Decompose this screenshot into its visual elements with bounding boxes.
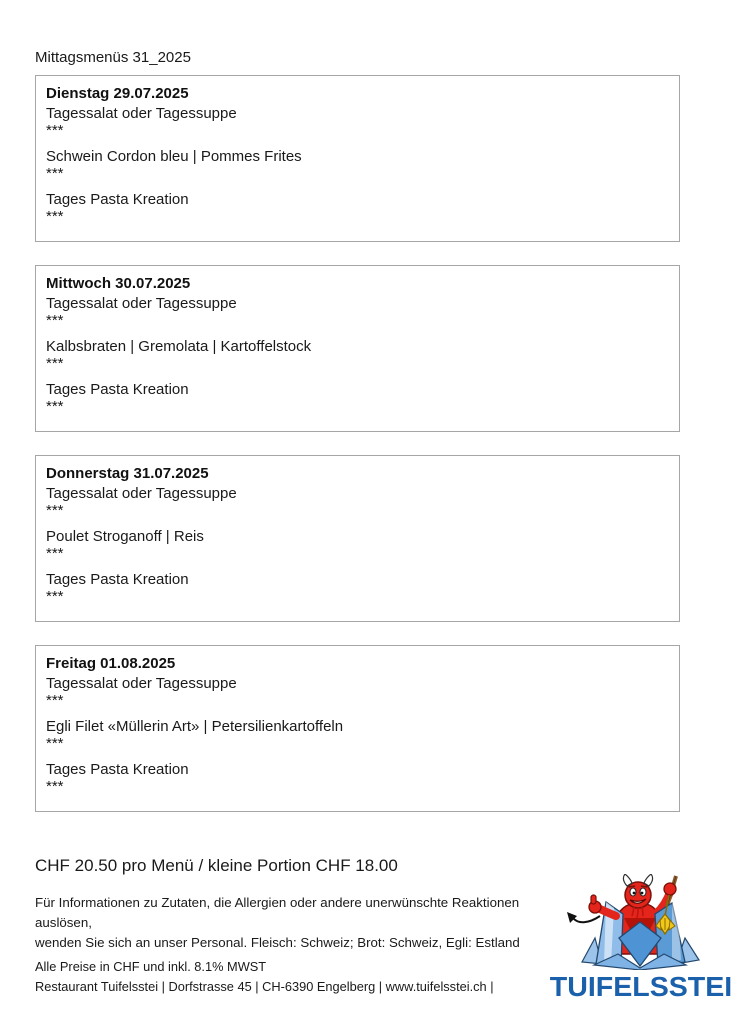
menu-starter: Tagessalat oder Tagessuppe — [46, 485, 237, 502]
course-separator: *** — [46, 165, 64, 182]
page-title: Mittagsmenüs 31_2025 — [35, 49, 191, 66]
menu-document — [35, 0, 734, 953]
menu-pasta-dish: Tages Pasta Kreation — [46, 571, 189, 588]
allergy-info-line2: wenden Sie sich an unser Personal. Fleisch: Schweiz; Brot: Schweiz, Egli: Estland — [35, 935, 520, 950]
course-separator: *** — [46, 588, 64, 605]
menu-pasta-dish: Tages Pasta Kreation — [46, 381, 189, 398]
menu-starter: Tagessalat oder Tagessuppe — [46, 675, 237, 692]
footer — [35, 957, 494, 997]
devil-crystal-logo-icon — [566, 874, 716, 970]
menu-day-heading: Freitag 01.08.2025 — [46, 655, 176, 672]
menu-card-mittwoch — [35, 265, 680, 432]
brand-wordmark: TUIFELSSTEI — [549, 971, 733, 1002]
restaurant-logo — [548, 874, 734, 1003]
course-separator: *** — [46, 312, 64, 329]
menu-card-dienstag — [35, 75, 680, 242]
allergy-info-line1: Für Informationen zu Zutaten, die Allergien oder andere unerwünschte Reaktionen auslösen, — [35, 895, 520, 930]
footer-prices-note: Alle Preise in CHF und inkl. 8.1% MWST — [35, 959, 267, 974]
course-separator: *** — [46, 208, 64, 225]
course-separator: *** — [46, 122, 64, 139]
course-separator: *** — [46, 502, 64, 519]
menu-main-dish: Egli Filet «Müllerin Art» | Petersilienkartoffeln — [46, 718, 344, 735]
menu-starter: Tagessalat oder Tagessuppe — [46, 295, 237, 312]
menu-card-donnerstag — [35, 455, 680, 622]
course-separator: *** — [46, 355, 64, 372]
menu-main-dish: Schwein Cordon bleu | Pommes Frites — [46, 148, 302, 165]
course-separator: *** — [46, 398, 64, 415]
footer-address: Restaurant Tuifelsstei | Dorfstrasse 45 | CH-6390 Engelberg | www.tuifelsstei.ch | — [35, 979, 494, 994]
price-line: CHF 20.50 pro Menü / kleine Portion CHF 18.00 — [35, 856, 398, 875]
menu-starter: Tagessalat oder Tagessuppe — [46, 105, 237, 122]
menu-main-dish: Poulet Stroganoff | Reis — [46, 528, 204, 545]
course-separator: *** — [46, 692, 64, 709]
menu-pasta-dish: Tages Pasta Kreation — [46, 191, 189, 208]
allergy-info — [35, 893, 575, 953]
course-separator: *** — [46, 545, 64, 562]
menu-main-dish: Kalbsbraten | Gremolata | Kartoffelstock — [46, 338, 312, 355]
menu-day-heading: Mittwoch 30.07.2025 — [46, 275, 191, 292]
course-separator: *** — [46, 735, 64, 752]
menu-card-freitag — [35, 645, 680, 812]
menu-pasta-dish: Tages Pasta Kreation — [46, 761, 189, 778]
menu-day-heading: Donnerstag 31.07.2025 — [46, 465, 209, 482]
course-separator: *** — [46, 778, 64, 795]
menu-day-heading: Dienstag 29.07.2025 — [46, 85, 189, 102]
